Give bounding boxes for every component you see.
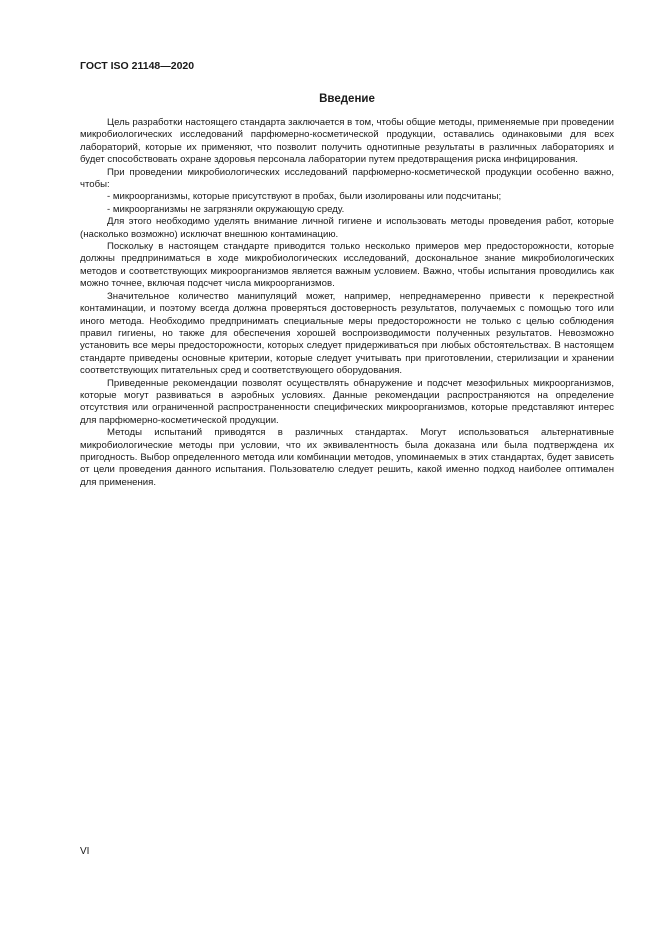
paragraph: Значительное количество манипуляций может, например, непреднамеренно привести к перекрестной контаминации, и поэтому всегда должна проверяться достоверность результатов, получаемых с помощью того или иного метода. Необходимо предпринимать специальные меры предосторожности не только с целью соблюдения правил гигиены, но также для обеспечения хорошей воспроизводимости полученных результатов. Невозможно установить все меры предосторожности, которых следует придерживаться при любых обстоятельствах. В настоящем стандарте приведены основные критерии, которые следует учитывать при приготовлении, стерилизации и хранении соответствующих питательных сред и соответствующего оборудования. [80,290,614,377]
paragraph: Для этого необходимо уделять внимание личной гигиене и использовать методы проведения работ, которые (насколько возможно) исключат внешнюю контаминацию. [80,216,614,240]
section-title: Введение [319,93,375,105]
list-item: - микроорганизмы, которые присутствуют в пробах, были изолированы или подсчитаны; [107,191,502,203]
paragraph: При проведении микробиологических исследований парфюмерно-косметической продукции особенно важно, чтобы: [80,166,614,191]
list-item: - микроорганизмы не загрязняли окружающую среду. [107,203,345,215]
paragraph: Цель разработки настоящего стандарта заключается в том, чтобы общие методы, применяемые при проведении микробиологических исследований парфюмерно-косметической продукции, оставались одинаковыми для всех лабораторий, которые их применяют, что позволит получить однотипные результаты в различных лабораториях и будет способствовать охране здоровья персонала лаборатории путем предотвращения риска инфицирования. [80,117,614,166]
paragraph: Поскольку в настоящем стандарте приводится только несколько примеров мер предосторожности, которые должны предприниматься в ходе микробиологических исследований, доскональное знание микробиологических методов и соответствующих микроорганизмов является важным условием. Важно, чтобы испытания проводились как можно точнее, включая подсчет числа микроорганизмов. [80,241,614,290]
paragraph: Приведенные рекомендации позволят осуществлять обнаружение и подсчет мезофильных микроорганизмов, которые могут развиваться в аэробных условиях. Данные рекомендации распространяются на определение отсутствия или ограниченной распространенности специфических микроорганизмов, которые представляют интерес для парфюмерно-косметической продукции. [80,377,614,426]
body-text [80,117,614,489]
page-number: VI [80,846,90,857]
paragraph: Методы испытаний приводятся в различных стандартах. Могут использоваться альтернативные микробиологические методы при условии, что их эквивалентность была доказана или была подтверждена их пригодность. Выбор определенного метода или комбинации методов, упоминаемых в этих стандартах, будет зависеть от цели проведения данного испытания. Пользователю следует решить, какой именно подход наиболее оптимален для применения. [80,427,614,488]
document-header: ГОСТ ISO 21148—2020 [80,60,195,72]
